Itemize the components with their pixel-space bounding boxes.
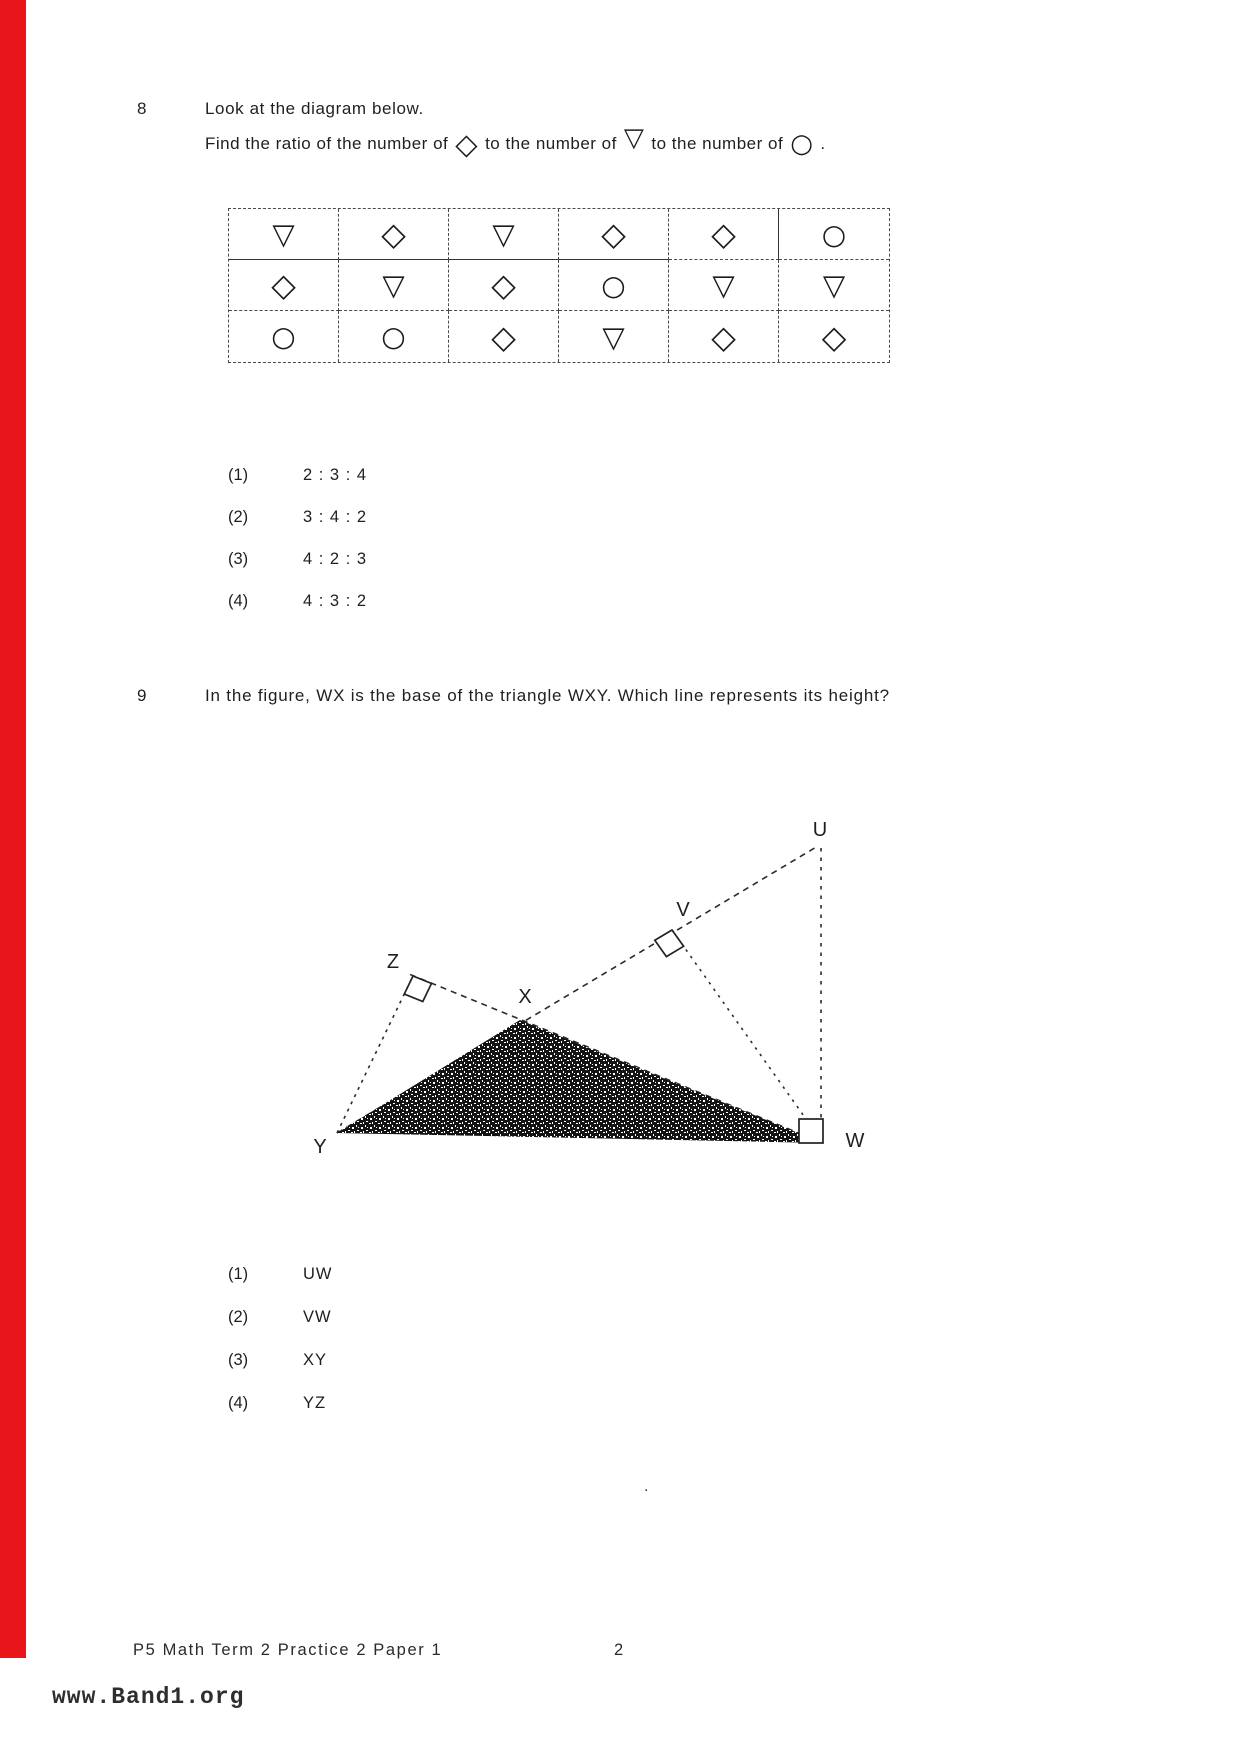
prompt-text-a: Find the ratio of the number of: [205, 134, 449, 153]
question-8-prompt-line2: [205, 122, 826, 166]
option-4-label: (4): [228, 1394, 249, 1412]
grid-cell-triangle-down: ▽: [229, 209, 339, 260]
option-4-value: 4 : 3 : 2: [303, 592, 368, 610]
grid-cell-diamond: ◇: [669, 311, 779, 362]
right-angle-marker-W: [799, 1119, 823, 1143]
question-8-number: 8: [137, 99, 147, 118]
right-angle-marker-V: [655, 930, 684, 957]
footer-page-number: 2: [614, 1641, 624, 1659]
grid-cell-diamond: ◇: [821, 317, 847, 356]
grid-cell-circle: ○: [559, 260, 669, 311]
option-3-label: (3): [228, 550, 249, 568]
option-row: [228, 1394, 333, 1437]
label-Y: Y: [313, 1136, 327, 1158]
right-angle-marker-Z: [404, 976, 431, 1002]
footer-title: P5 Math Term 2 Practice 2 Paper 1: [133, 1641, 443, 1659]
circle-icon: ○: [790, 129, 814, 159]
grid-cell-triangle-down: ▽: [669, 260, 779, 311]
grid-cell-circle: ○: [779, 209, 889, 260]
option-row: [228, 1265, 333, 1308]
option-2-value: VW: [303, 1308, 332, 1326]
grid-cell-triangle-down: ▽: [559, 311, 669, 362]
option-row: [228, 508, 367, 550]
option-row: [228, 1351, 333, 1394]
option-3-value: XY: [303, 1351, 328, 1369]
question-9-number: 9: [137, 686, 147, 705]
option-1-value: 2 : 3 : 4: [303, 466, 368, 484]
question-8-prompt-line1: Look at the diagram below.: [205, 99, 424, 118]
option-3-value: 4 : 2 : 3: [303, 550, 368, 568]
grid-cell-diamond: ◇: [669, 209, 779, 260]
prompt-text-c: to the number of: [651, 134, 784, 153]
option-1-value: UW: [303, 1265, 333, 1283]
option-row: [228, 466, 367, 508]
option-row: [228, 1308, 333, 1351]
triangle-figure: [280, 790, 900, 1180]
left-margin-stripe: [0, 0, 26, 1658]
grid-cell-diamond: ◇: [339, 209, 449, 260]
grid-cell-circle: ○: [229, 311, 339, 362]
option-1-label: (1): [228, 1265, 249, 1283]
label-V: V: [676, 899, 690, 921]
option-3-label: (3): [228, 1351, 249, 1369]
grid-cell-triangle-down: ▽: [779, 260, 889, 311]
grid-cell-diamond: ◇: [449, 311, 559, 362]
label-U: U: [812, 819, 828, 841]
grid-cell-diamond: ◇: [559, 209, 669, 260]
question-9-options: [228, 1265, 333, 1437]
grid-cell-diamond: ◇: [229, 260, 339, 311]
option-2-label: (2): [228, 1308, 249, 1326]
option-2-value: 3 : 4 : 2: [303, 508, 368, 526]
grid-cell-triangle-down: ▽: [449, 209, 559, 260]
option-1-label: (1): [228, 466, 249, 484]
diamond-icon: ◇: [455, 126, 479, 161]
label-X: X: [518, 986, 532, 1008]
shaded-triangle-WXY: [337, 1020, 823, 1143]
prompt-text-period: .: [820, 134, 826, 153]
option-2-label: (2): [228, 508, 249, 526]
label-Z: Z: [386, 951, 400, 973]
option-4-value: YZ: [303, 1394, 327, 1412]
stray-mark: .: [644, 1478, 649, 1495]
label-W: W: [845, 1130, 865, 1152]
prompt-text-b: to the number of: [485, 134, 617, 153]
triangle-down-icon: ▽: [623, 123, 645, 153]
option-row: [228, 592, 367, 634]
grid-cell-circle: ○: [339, 311, 449, 362]
question-8-options: [228, 466, 367, 634]
grid-cell-diamond: ◇: [449, 260, 559, 311]
grid-cell-triangle-down: ▽: [339, 260, 449, 311]
watermark-url: www.Band1.org: [52, 1684, 245, 1710]
question-9-prompt: In the figure, WX is the base of the triangle WXY. Which line represents its height?: [205, 686, 890, 705]
option-row: [228, 550, 367, 592]
shapes-table: [228, 208, 890, 363]
option-4-label: (4): [228, 592, 249, 610]
